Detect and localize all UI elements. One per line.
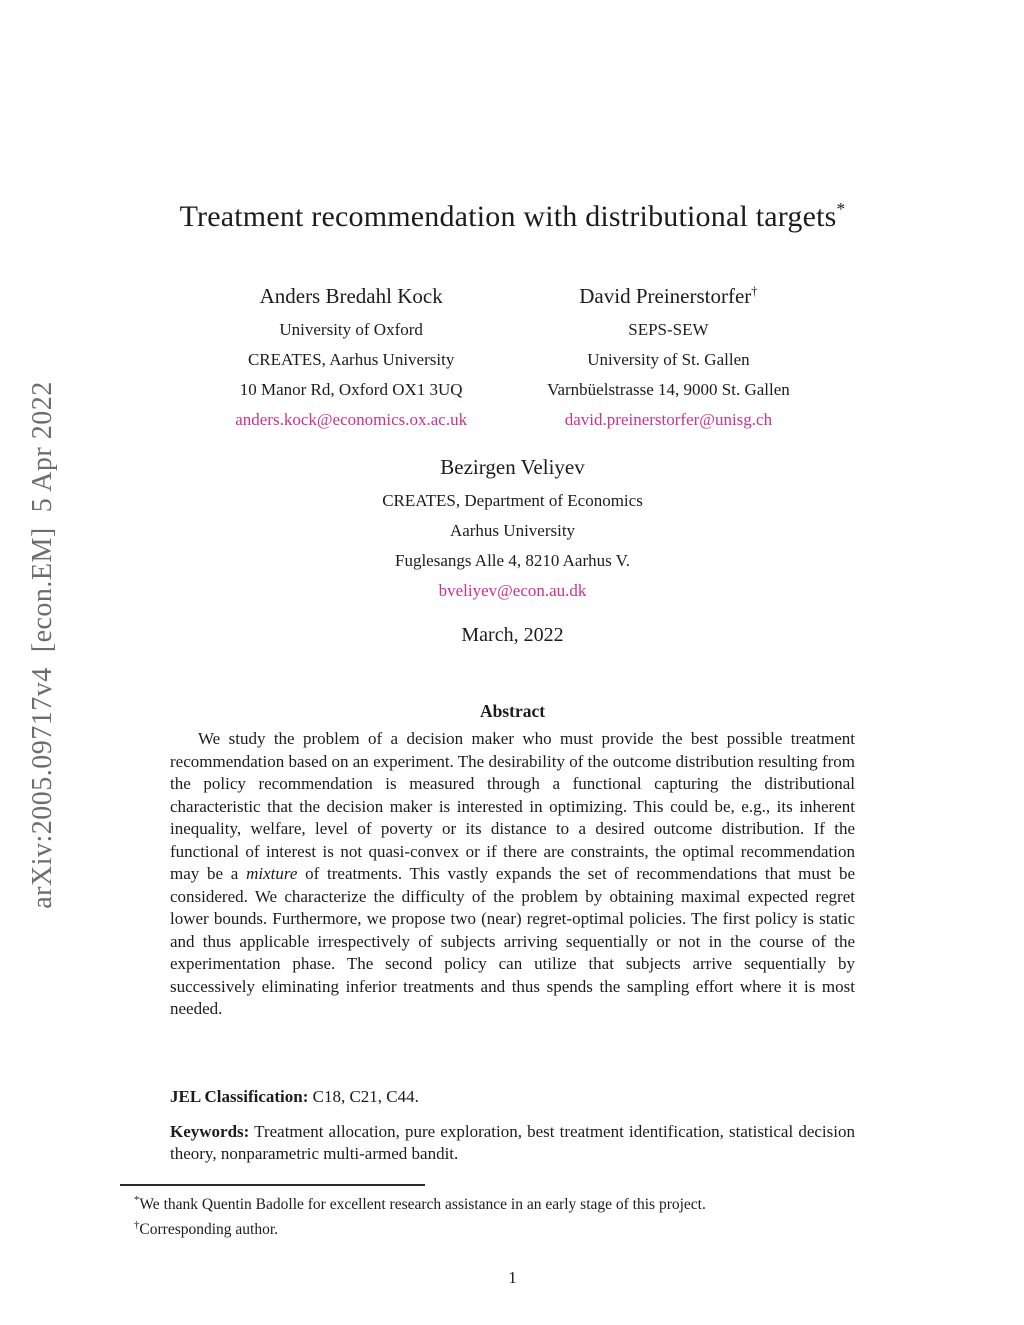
author-email-link[interactable]: anders.kock@economics.ox.ac.uk	[235, 410, 468, 429]
abstract-text	[170, 728, 855, 1066]
author-affiliation: University of Oxford	[279, 320, 423, 339]
paper-title-text: Treatment recommendation with distributional targets	[179, 200, 837, 233]
author-email-link[interactable]: bveliyev@econ.au.dk	[438, 581, 587, 600]
jel-label: JEL Classification:	[170, 1087, 309, 1106]
author-block-veliyev	[120, 449, 905, 606]
author-affiliation: Fuglesangs Alle 4, 8210 Aarhus V.	[394, 551, 631, 570]
abstract-section	[170, 700, 855, 1166]
paper-title	[120, 190, 905, 236]
arxiv-watermark: arXiv:2005.09717v4 [econ.EM] 5 Apr 2022	[27, 381, 58, 909]
footnote-text: Corresponding author.	[139, 1220, 279, 1238]
author-affiliation: CREATES, Aarhus University	[247, 350, 455, 369]
title-footnote-marker: *	[836, 199, 846, 219]
abstract-text-part: of treatments. This vastly expands the set of recommendations that must be considered. We characterize the difficulty of the problem by obtaining maximal expected regret lower bounds. Furthermore, we propose two (near) regret-optimal policies. The first policy is static and thus applicable irrespectively of subjects arriving sequentially or not in the course of the experimentation phase. The second policy can utilize that subjects arrive sequentially by successively eliminating inferior treatments and thus spends the sampling effort where it is most needed.	[170, 864, 856, 1018]
author-name	[120, 449, 905, 480]
abstract-heading: Abstract	[479, 701, 546, 721]
author-name	[235, 278, 467, 309]
footnotes-section	[120, 1184, 905, 1240]
author-name	[547, 278, 790, 309]
author-affiliation: CREATES, Department of Economics	[382, 491, 643, 510]
keywords-line	[170, 1121, 855, 1166]
footnote-text: We thank Quentin Badolle for excellent research assistance in an early stage of this project.	[139, 1195, 706, 1213]
footnote-rule	[120, 1184, 425, 1186]
author-name-text: Anders Bredahl Kock	[259, 284, 443, 308]
content-column	[120, 0, 905, 1288]
author-affiliation: 10 Manor Rd, Oxford OX1 3UQ	[239, 380, 463, 399]
author-block-kock	[235, 278, 467, 435]
footnote-corresponding	[120, 1215, 905, 1240]
jel-classification-line	[170, 1086, 855, 1109]
author-email-link[interactable]: david.preinerstorfer@unisg.ch	[564, 410, 773, 429]
jel-value: C18, C21, C44.	[308, 1087, 419, 1106]
author-affiliation: SEPS-SEW	[628, 320, 709, 339]
author-affiliation: Aarhus University	[449, 521, 576, 540]
paper-date: March, 2022	[461, 624, 564, 646]
footnote-thanks	[120, 1190, 905, 1215]
author-name-text: Bezirgen Veliyev	[440, 455, 585, 479]
abstract-italic-word: mixture	[246, 864, 298, 883]
author-block-preinerstorfer	[547, 278, 790, 435]
footnote-marker: †	[134, 1218, 140, 1231]
keywords-label: Keywords:	[170, 1121, 250, 1141]
author-affiliation: Varnbüelstrasse 14, 9000 St. Gallen	[547, 380, 790, 399]
abstract-text-part: We study the problem of a decision maker who must provide the best possible treatment recommendation based on an experiment. The desirability of the outcome distribution resulting from the policy recommendation is measured through a functional capturing the distributional characteristic that the decision maker is interested in optimizing. This could be, e.g., its inherent inequality, welfare, level of poverty or its distance to a desired outcome distribution. If the functional of interest is not quasi-convex or if there are constraints, the optimal recommendation may be a	[170, 729, 855, 883]
footnote-marker: *	[134, 1193, 140, 1206]
keywords-value: Treatment allocation, pure exploration, best treatment identification, statistical decision theory, nonparametric multi-armed bandit.	[170, 1121, 855, 1163]
author-name-text: David Preinerstorfer	[579, 284, 752, 308]
author-footnote-marker: †	[751, 284, 758, 298]
author-affiliation: University of St. Gallen	[587, 350, 750, 369]
page-number: 1	[508, 1267, 517, 1287]
authors-row	[120, 278, 905, 435]
